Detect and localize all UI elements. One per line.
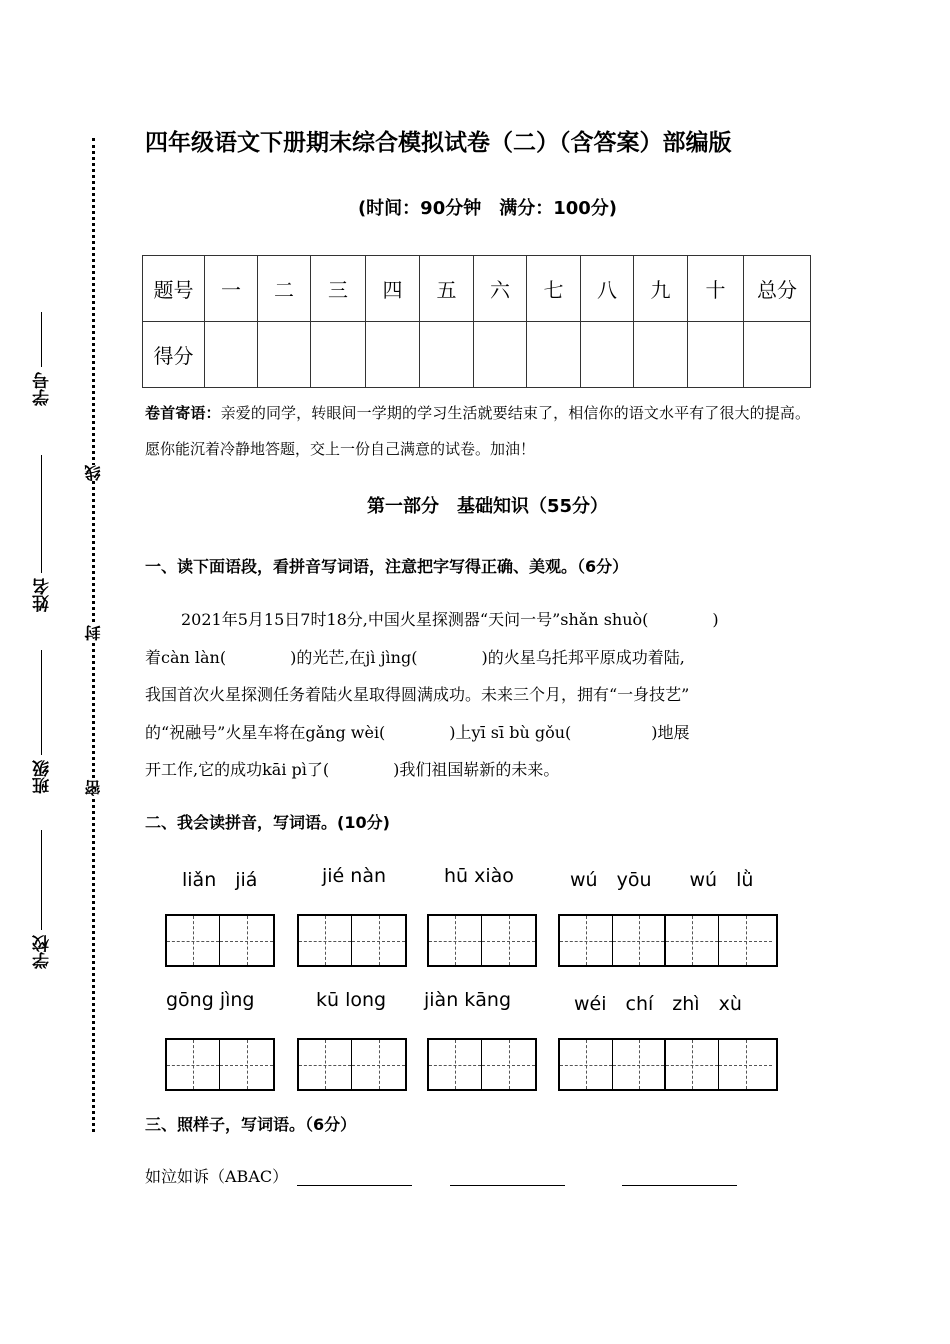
q1-passage [145,601,810,789]
xian-label: 线 [84,465,103,481]
exam-time-info: (时间：90分钟 满分：100分) [357,198,618,219]
q1-line: 的“祝融号”火星车将在gǎng wèi( )上yī sī bù gǒu( )地展 [145,722,690,742]
writing-grid[interactable] [427,914,537,967]
q3-title: 三、照样子，写词语。（6分） [145,1115,357,1134]
page-title: 四年级语文下册期末综合模拟试卷（二）（含答案）部编版 [145,130,732,156]
score-table [142,255,811,388]
score-table-col: 四 [366,256,420,322]
score-cell[interactable] [205,322,258,388]
pinyin-label: wéi chí zhì xù [574,993,742,1015]
score-table-col: 一 [205,256,258,322]
mi-label: 密 [84,780,103,796]
writing-grid[interactable] [558,914,778,967]
score-table-col: 三 [311,256,366,322]
q1-title: 一、读下面语段，看拼音写词语，注意把字写得正确、美观。（6分） [145,557,629,576]
pinyin-label: liǎn jiá [182,869,258,891]
q1-line: 着càn làn( )的光芒,在jì jìng( )的火星乌托邦平原成功着陆, [145,647,685,667]
q1-line: 2021年5月15日7时18分,中国火星探测器“天问一号”shǎn shuò( ) [181,610,719,629]
score-table-header-row [143,256,811,322]
score-table-col: 九 [634,256,688,322]
score-table-col: 十 [688,256,744,322]
pinyin-label: gōng jìng [166,989,255,1011]
writing-grid[interactable] [165,914,275,967]
intro-text: 亲爱的同学，转眼间一学期的学习生活就要结束了，相信你的语文水平有了很大的提高。愿你能沉着冷静地答题，交上一份自己满意的试卷。加油！ [145,404,810,458]
score-cell[interactable] [420,322,474,388]
intro-message [145,395,810,467]
q1-line: 开工作,它的成功kāi pì了( )我们祖国崭新的未来。 [145,760,560,779]
q3-example: 如泣如诉（ABAC） [145,1167,289,1186]
score-table-label-score: 得分 [143,322,205,388]
score-cell-total[interactable] [744,322,811,388]
writing-grid[interactable] [427,1038,537,1091]
score-table-col: 五 [420,256,474,322]
answer-blank[interactable] [297,1185,412,1186]
number-label: 学号 [33,372,53,406]
score-cell[interactable] [311,322,366,388]
school-label: 学校 [33,935,53,969]
class-label: 班级 [33,760,53,794]
answer-blank[interactable] [622,1185,737,1186]
score-cell[interactable] [258,322,311,388]
intro-label: 卷首寄语： [145,404,221,422]
writing-grid[interactable] [297,1038,407,1091]
q2-title: 二、我会读拼音，写词语。(10分) [145,813,390,832]
score-table-col: 八 [581,256,634,322]
pinyin-label: hū xiào [444,865,514,887]
part1-title: 第一部分 基础知识（55分） [366,496,609,517]
score-table-col: 七 [527,256,581,322]
pinyin-label: kū long [316,989,387,1011]
pinyin-label: jiàn kāng [424,989,512,1011]
name-label: 姓名 [33,578,53,612]
feng-label: 封 [84,625,103,641]
score-table-label-question: 题号 [143,256,205,322]
writing-grid[interactable] [558,1038,778,1091]
pinyin-label: jié nàn [322,865,387,887]
score-cell[interactable] [366,322,420,388]
pinyin-label: wú yōu wú lǜ [570,869,754,891]
score-cell[interactable] [474,322,527,388]
writing-grid[interactable] [297,914,407,967]
class-blank[interactable] [41,650,42,755]
score-cell[interactable] [688,322,744,388]
school-blank[interactable] [41,830,42,930]
score-cell[interactable] [581,322,634,388]
q1-line: 我国首次火星探测任务着陆火星取得圆满成功。未来三个月，拥有“一身技艺” [145,685,690,704]
number-blank[interactable] [41,312,42,367]
score-table-score-row [143,322,811,388]
score-table-col-total: 总分 [744,256,811,322]
answer-blank[interactable] [450,1185,565,1186]
score-cell[interactable] [634,322,688,388]
score-table-col: 二 [258,256,311,322]
score-cell[interactable] [527,322,581,388]
score-table-col: 六 [474,256,527,322]
writing-grid[interactable] [165,1038,275,1091]
